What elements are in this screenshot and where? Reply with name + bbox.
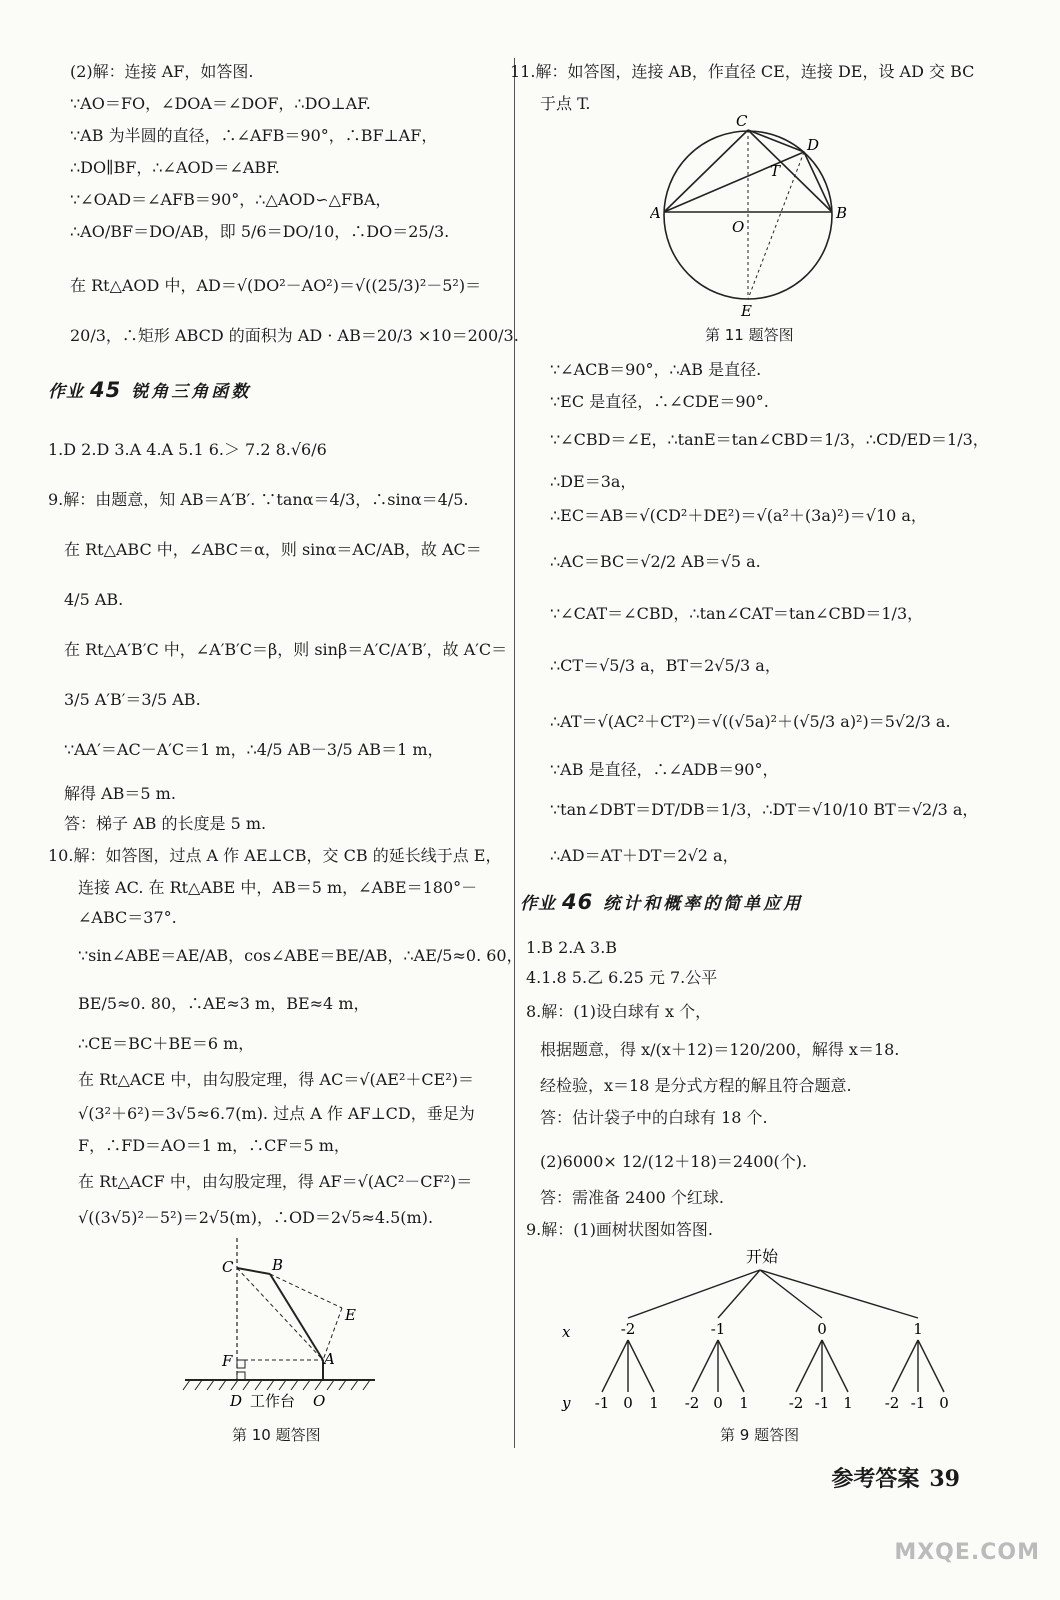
tree-node-x: 0 — [817, 1320, 827, 1338]
tree-y-label: y — [562, 1394, 571, 1412]
segment-ad — [664, 152, 804, 212]
segment-ca — [237, 1268, 323, 1360]
text-line: 在 Rt△ACF 中，由勾股定理，得 AF＝√(AC²－CF²)＝ — [78, 1172, 473, 1191]
figure-10 — [170, 1230, 390, 1420]
label-d: D — [807, 136, 820, 154]
text-line: 9.解：(1)画树状图如答图. — [526, 1220, 714, 1239]
text-line: ∵∠OAD＝∠AFB＝90°，∴△AOD∽△FBA， — [70, 190, 392, 209]
tree-branch — [918, 1340, 944, 1392]
text-line: ∴AO/BF＝DO/AB，即 5/6＝DO/10，∴DO＝25/3. — [70, 222, 450, 241]
tree-node-y: -2 — [788, 1394, 804, 1412]
right-angle-f — [237, 1360, 245, 1368]
text-line: ∵tan∠DBT＝DT/DB＝1/3，∴DT＝√10/10 BT＝√2/3 a， — [550, 800, 979, 819]
text-line: ∴DO∥BF，∴∠AOD＝∠ABF. — [70, 158, 280, 177]
text-line: ∵∠ACB＝90°，∴AB 是直径. — [550, 360, 762, 379]
footer-label: 参考答案 — [831, 1467, 920, 1492]
tree-level-2 — [595, 1394, 949, 1412]
tree-branch — [628, 1270, 760, 1318]
section-label: 作业 — [520, 894, 556, 914]
tree-node-x: -1 — [710, 1320, 726, 1338]
label-a: A — [650, 204, 661, 222]
tree-branch — [718, 1340, 744, 1392]
tree-node-y: 0 — [623, 1394, 633, 1412]
figure-10-caption: 第 10 题答图 — [232, 1426, 321, 1444]
section-title: 锐角三角函数 — [131, 382, 252, 402]
column-divider — [514, 58, 515, 1448]
label-o: O — [732, 218, 745, 236]
text-line: 10.解：如答图，过点 A 作 AE⊥CB，交 CB 的延长线于点 E， — [48, 846, 502, 865]
text-line: 解得 AB＝5 m. — [64, 784, 176, 803]
text-line: 答：梯子 AB 的长度是 5 m. — [64, 814, 267, 833]
text-line: 于点 T. — [540, 94, 591, 113]
text-line: ∠ABC＝37°. — [78, 908, 177, 927]
answers-46: 4.1.8 5.乙 6.25 元 7.公平 — [526, 968, 718, 987]
text-line: 8.解：(1)设白球有 x 个， — [526, 1002, 712, 1021]
label-c: C — [736, 112, 748, 130]
figure-11 — [650, 112, 850, 322]
text-line: ∵∠CAT＝∠CBD，∴tan∠CAT＝tan∠CBD＝1/3， — [550, 604, 924, 623]
text-line: (2)6000× 12/(12＋18)＝2400(个). — [540, 1152, 808, 1171]
section-label: 作业 — [48, 382, 84, 402]
text-line: (2)解：连接 AF，如答图. — [70, 62, 254, 81]
tree-branch — [822, 1340, 848, 1392]
section-heading-45 — [48, 378, 251, 403]
tree-root: 开始 — [746, 1247, 779, 1266]
text-line: ∴CE＝BC＋BE＝6 m， — [78, 1034, 255, 1053]
text-line: ∵EC 是直径，∴∠CDE＝90°. — [550, 392, 769, 411]
text-line: ∵AA′＝AC－A′C＝1 m，∴4/5 AB－3/5 AB＝1 m， — [64, 740, 444, 759]
text-line: 在 Rt△ACE 中，由勾股定理，得 AC＝√(AE²＋CE²)＝ — [78, 1070, 474, 1089]
right-angle-d — [237, 1372, 245, 1380]
text-line: ∵AB 是直径，∴∠ADB＝90°， — [550, 760, 779, 779]
label-b: B — [836, 204, 848, 222]
text-line: ∴AD＝AT＋DT＝2√2 a， — [550, 846, 739, 865]
text-line: BE/5≈0. 80，∴AE≈3 m，BE≈4 m， — [78, 994, 370, 1013]
text-line: 9.解：由题意，知 AB＝A′B′. ∵tanα＝4/3，∴sinα＝4/5. — [48, 490, 469, 509]
tree-branch — [892, 1340, 918, 1392]
segment-cd — [748, 130, 804, 152]
segment-db — [804, 152, 832, 212]
text-line: 答：需准备 2400 个红球. — [540, 1188, 724, 1207]
text-line: 在 Rt△AOD 中，AD＝√(DO²－AO²)＝√((25/3)²－5²)＝ — [70, 276, 482, 295]
tree-node-y: -2 — [684, 1394, 700, 1412]
tree-node-y: 1 — [739, 1394, 749, 1412]
section-heading-46 — [520, 890, 803, 915]
text-line: ∵sin∠ABE＝AE/AB，cos∠ABE＝BE/AB，∴AE/5≈0. 60， — [78, 946, 523, 965]
tree-branches — [602, 1270, 944, 1392]
text-line: ∴AT＝√(AC²＋CT²)＝√((√5a)²＋(√5/3 a)²)＝5√2/3 a. — [550, 712, 951, 731]
label-o: O — [313, 1392, 326, 1410]
tree-x-label: x — [562, 1323, 571, 1341]
text-line: 连接 AC. 在 Rt△ABE 中，AB＝5 m，∠ABE＝180°－ — [78, 878, 478, 897]
answers-46: 1.B 2.A 3.B — [526, 938, 618, 957]
section-number: 46 — [562, 890, 594, 914]
figure-11-caption: 第 11 题答图 — [705, 326, 794, 344]
page-footer — [831, 1462, 960, 1493]
text-line: 在 Rt△ABC 中，∠ABC＝α，则 sinα＝AC/AB，故 AC＝ — [64, 540, 482, 559]
tree-branch — [602, 1340, 628, 1392]
text-line: 4/5 AB. — [64, 590, 124, 609]
label-d: D — [230, 1392, 243, 1410]
label-t: T — [770, 162, 781, 180]
tree-branch — [628, 1340, 654, 1392]
label-platform: 工作台 — [250, 1392, 296, 1410]
text-line: ∵AB 为半圆的直径，∴∠AFB＝90°，∴BF⊥AF， — [70, 126, 438, 145]
tree-node-y: 1 — [649, 1394, 659, 1412]
tree-level-1 — [621, 1320, 923, 1338]
label-e: E — [741, 302, 752, 320]
answers-45: 1.D 2.D 3.A 4.A 5.1 6.＞ 7.2 8.√6/6 — [48, 440, 327, 459]
tree-branch — [692, 1340, 718, 1392]
text-line: 20/3，∴矩形 ABCD 的面积为 AD · AB＝20/3 ×10＝200/3. — [70, 326, 519, 345]
label-a: A — [324, 1350, 335, 1368]
text-line: √((3√5)²－5²)＝2√5(m)，∴OD＝2√5≈4.5(m). — [78, 1208, 434, 1227]
text-line: 根据题意，得 x/(x＋12)＝120/200，解得 x＝18. — [540, 1040, 900, 1059]
label-c: C — [222, 1258, 234, 1276]
text-line: 11.解：如答图，连接 AB，作直径 CE，连接 DE，设 AD 交 BC — [510, 62, 975, 81]
page-number: 39 — [929, 1466, 960, 1492]
text-line: ∴DE＝3a， — [550, 472, 637, 491]
text-line: ∴AC＝BC＝√2/2 AB＝√5 a. — [550, 552, 761, 571]
tree-node-y: 0 — [939, 1394, 949, 1412]
section-title: 统计和概率的简单应用 — [603, 894, 804, 914]
label-f: F — [222, 1352, 233, 1370]
text-line: 在 Rt△A′B′C 中，∠A′B′C＝β，则 sinβ＝A′C/A′B′，故 A′C＝ — [64, 640, 508, 659]
text-line: ∵∠CBD＝∠E，∴tanE＝tan∠CBD＝1/3，∴CD/ED＝1/3， — [550, 430, 989, 449]
tree-node-y: -1 — [910, 1394, 926, 1412]
tree-diagram — [560, 1242, 1010, 1422]
tree-caption: 第 9 题答图 — [720, 1426, 800, 1444]
ground-hatch — [183, 1380, 370, 1390]
tree-node-y: 1 — [843, 1394, 853, 1412]
watermark: MXQE.COM — [894, 1540, 1040, 1565]
text-line: 3/5 A′B′＝3/5 AB. — [64, 690, 201, 709]
tree-branch — [760, 1270, 918, 1318]
tree-node-y: -2 — [884, 1394, 900, 1412]
label-e: E — [345, 1306, 356, 1324]
tree-node-y: -1 — [594, 1394, 610, 1412]
text-line: ∴EC＝AB＝√(CD²＋DE²)＝√(a²＋(3a)²)＝√10 a， — [550, 506, 927, 525]
text-line: 答：估计袋子中的白球有 18 个. — [540, 1108, 768, 1127]
tree-node-x: 1 — [913, 1320, 923, 1338]
section-number: 45 — [90, 378, 122, 402]
text-line: 经检验，x＝18 是分式方程的解且符合题意. — [540, 1076, 852, 1095]
text-line: ∴CT＝√5/3 a，BT＝2√5/3 a， — [550, 656, 781, 675]
text-line: √(3²＋6²)＝3√5≈6.7(m). 过点 A 作 AF⊥CD，垂足为 — [78, 1104, 475, 1123]
tree-node-y: -1 — [814, 1394, 830, 1412]
label-b: B — [272, 1256, 284, 1274]
tree-node-x: -2 — [620, 1320, 636, 1338]
tree-branch — [796, 1340, 822, 1392]
tree-branch — [760, 1270, 822, 1318]
text-line: ∵AO＝FO，∠DOA＝∠DOF，∴DO⊥AF. — [70, 94, 371, 113]
tree-node-y: 0 — [713, 1394, 723, 1412]
text-line: F，∴FD＝AO＝1 m，∴CF＝5 m， — [78, 1136, 350, 1155]
